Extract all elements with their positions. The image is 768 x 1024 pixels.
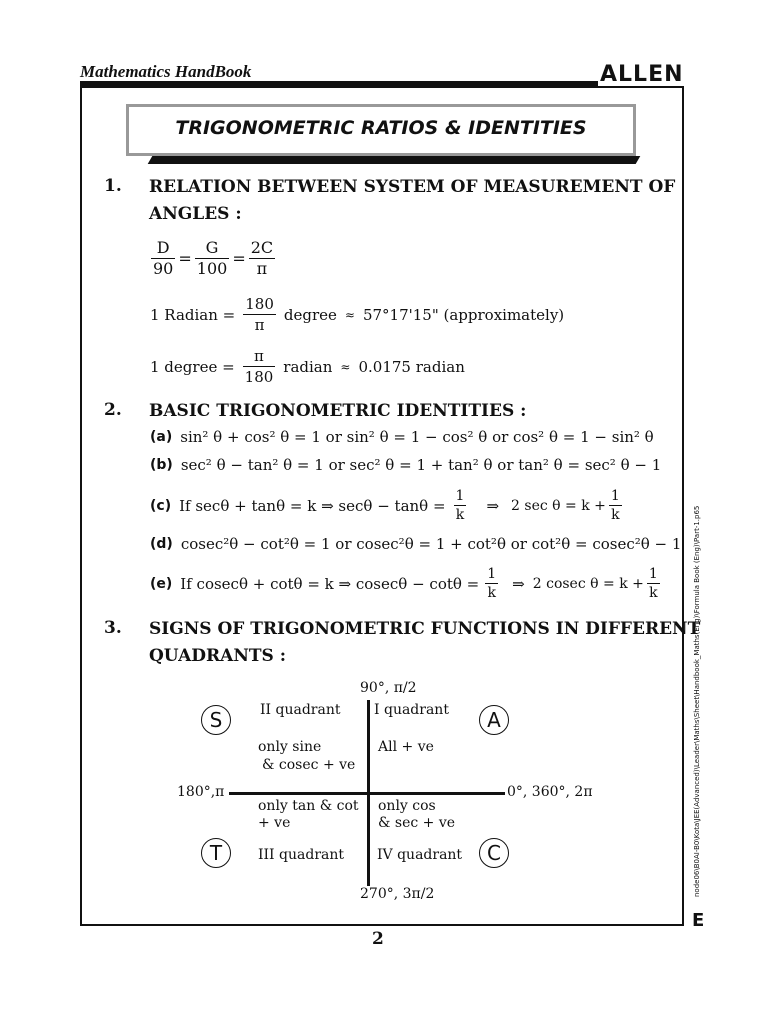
identity-c-label: (c) xyxy=(150,497,172,514)
identity-a xyxy=(150,428,654,446)
implies-sign: ⇒ xyxy=(486,496,500,515)
identity-a-text: sin² θ + cos² θ = 1 or sin² θ = 1 − cos² θ or cos² θ = 1 − sin² θ xyxy=(180,428,654,446)
identity-d-text: cosec²θ − cot²θ = 1 or cosec²θ = 1 + cot²θ or cot²θ = cosec²θ − 1 xyxy=(180,535,682,553)
fraction-d-90: $\frac{D}{90}$ xyxy=(153,238,174,278)
header-rule xyxy=(80,81,684,88)
implies-sign: ⇒ xyxy=(512,574,525,593)
quadrant-3-name: III quadrant xyxy=(258,847,345,863)
radian-word: radian xyxy=(283,357,333,376)
fraction-g-100: $\frac{G}{100}$ xyxy=(196,238,228,278)
page-number: 2 xyxy=(372,929,384,949)
radian-label: 1 Radian = xyxy=(150,305,236,324)
identity-a-label: (a) xyxy=(150,429,173,445)
quadrant-3-line2: + ve xyxy=(258,815,291,831)
fraction-1-k: $\frac{1}{k}$ xyxy=(487,566,497,601)
identity-b xyxy=(150,456,661,474)
quadrant-3-line1: only tan & cot xyxy=(258,798,359,814)
axis-label-top: 90°, π/2 xyxy=(360,680,417,696)
measurement-ratio xyxy=(148,238,278,279)
degree-conversion xyxy=(150,346,465,387)
x-axis-line xyxy=(229,792,505,795)
approx-sign: ≈ xyxy=(344,307,355,322)
identity-d-label: (d) xyxy=(150,536,173,552)
fraction-180-pi: $\frac{180}{\pi}$ xyxy=(245,295,274,334)
degree-word: degree xyxy=(283,305,337,324)
fraction-2c-pi: $\frac{2C}{\pi}$ xyxy=(250,238,274,278)
quadrant-letter-t: T xyxy=(201,838,231,868)
section-2-number: 2. xyxy=(104,400,122,420)
identity-b-label: (b) xyxy=(150,457,173,473)
approx-sign: ≈ xyxy=(340,359,351,374)
quadrant-1-line1: All + ve xyxy=(378,739,434,755)
side-file-code-text: node06\B0AI-B0\Kota\JEE(Advanced)\Leader\Maths\Sheet\Handbook_Maths(Eng)\Formula Book (Eng)\Part-1.p65 xyxy=(693,505,701,897)
fraction-1-k: $\frac{1}{k}$ xyxy=(455,488,465,523)
handbook-title: Mathematics HandBook xyxy=(80,62,252,81)
axis-label-right: 0°, 360°, 2π xyxy=(507,784,593,800)
identity-e-text: If cosecθ + cotθ = k ⇒ cosecθ − cotθ = xyxy=(180,574,480,593)
section-3-number: 3. xyxy=(104,618,122,638)
fraction-1-k: $\frac{1}{k}$ xyxy=(648,566,658,601)
identity-e xyxy=(150,565,663,602)
quadrant-4-line1: only cos xyxy=(378,798,436,814)
equals-sign: = xyxy=(232,249,246,268)
section-1-heading-line1: RELATION BETWEEN SYSTEM OF MEASUREMENT OF xyxy=(149,177,676,197)
section-3-heading xyxy=(149,616,700,670)
quadrant-2-line1: only sine xyxy=(258,739,322,755)
quadrant-letter-c: C xyxy=(479,838,509,868)
brand-logo: ALLEN xyxy=(600,62,684,87)
section-3-heading-line1: SIGNS OF TRIGONOMETRIC FUNCTIONS IN DIFFERENT xyxy=(149,619,701,639)
identity-b-text: sec² θ − tan² θ = 1 or sec² θ = 1 + tan² θ or tan² θ = sec² θ − 1 xyxy=(180,456,662,474)
quadrant-letter-s: S xyxy=(201,705,231,735)
identity-d xyxy=(150,535,681,553)
section-1-number: 1. xyxy=(104,176,122,196)
degree-label: 1 degree = xyxy=(150,357,235,376)
identity-c xyxy=(150,487,625,524)
equals-sign: = xyxy=(178,249,192,268)
quadrant-letter-a: A xyxy=(479,705,509,735)
quadrant-1-name: I quadrant xyxy=(374,702,449,718)
quadrant-2-line2: & cosec + ve xyxy=(262,757,356,773)
section-1-heading xyxy=(149,174,675,228)
radian-value: 57°17'15" (approximately) xyxy=(362,305,565,324)
edition-mark: E xyxy=(692,910,705,931)
identity-c-text: If secθ + tanθ = k ⇒ secθ − tanθ = xyxy=(179,496,446,515)
degree-value: 0.0175 radian xyxy=(358,357,465,376)
section-3-heading-line2: QUADRANTS : xyxy=(149,646,287,666)
quadrant-4-line2: & sec + ve xyxy=(378,815,456,831)
axis-label-left: 180°,π xyxy=(177,784,225,800)
identity-c-rhs: 2 sec θ = k + xyxy=(511,497,606,514)
fraction-1-k: $\frac{1}{k}$ xyxy=(610,488,620,523)
quadrant-2-name: II quadrant xyxy=(260,702,341,718)
identity-e-label: (e) xyxy=(150,575,173,592)
axis-label-bottom: 270°, 3π/2 xyxy=(360,886,435,902)
fraction-pi-180: $\frac{\pi}{180}$ xyxy=(244,347,274,386)
side-file-code xyxy=(692,505,706,910)
section-1-heading-line2: ANGLES : xyxy=(149,204,242,224)
title-shadow xyxy=(148,156,641,164)
quadrant-4-name: IV quadrant xyxy=(377,847,463,863)
section-2-heading: BASIC TRIGONOMETRIC IDENTITIES : xyxy=(149,401,527,421)
identity-e-rhs: 2 cosec θ = k + xyxy=(532,575,644,592)
page-title: TRIGONOMETRIC RATIOS & IDENTITIES xyxy=(175,117,587,139)
radian-conversion xyxy=(150,294,564,335)
